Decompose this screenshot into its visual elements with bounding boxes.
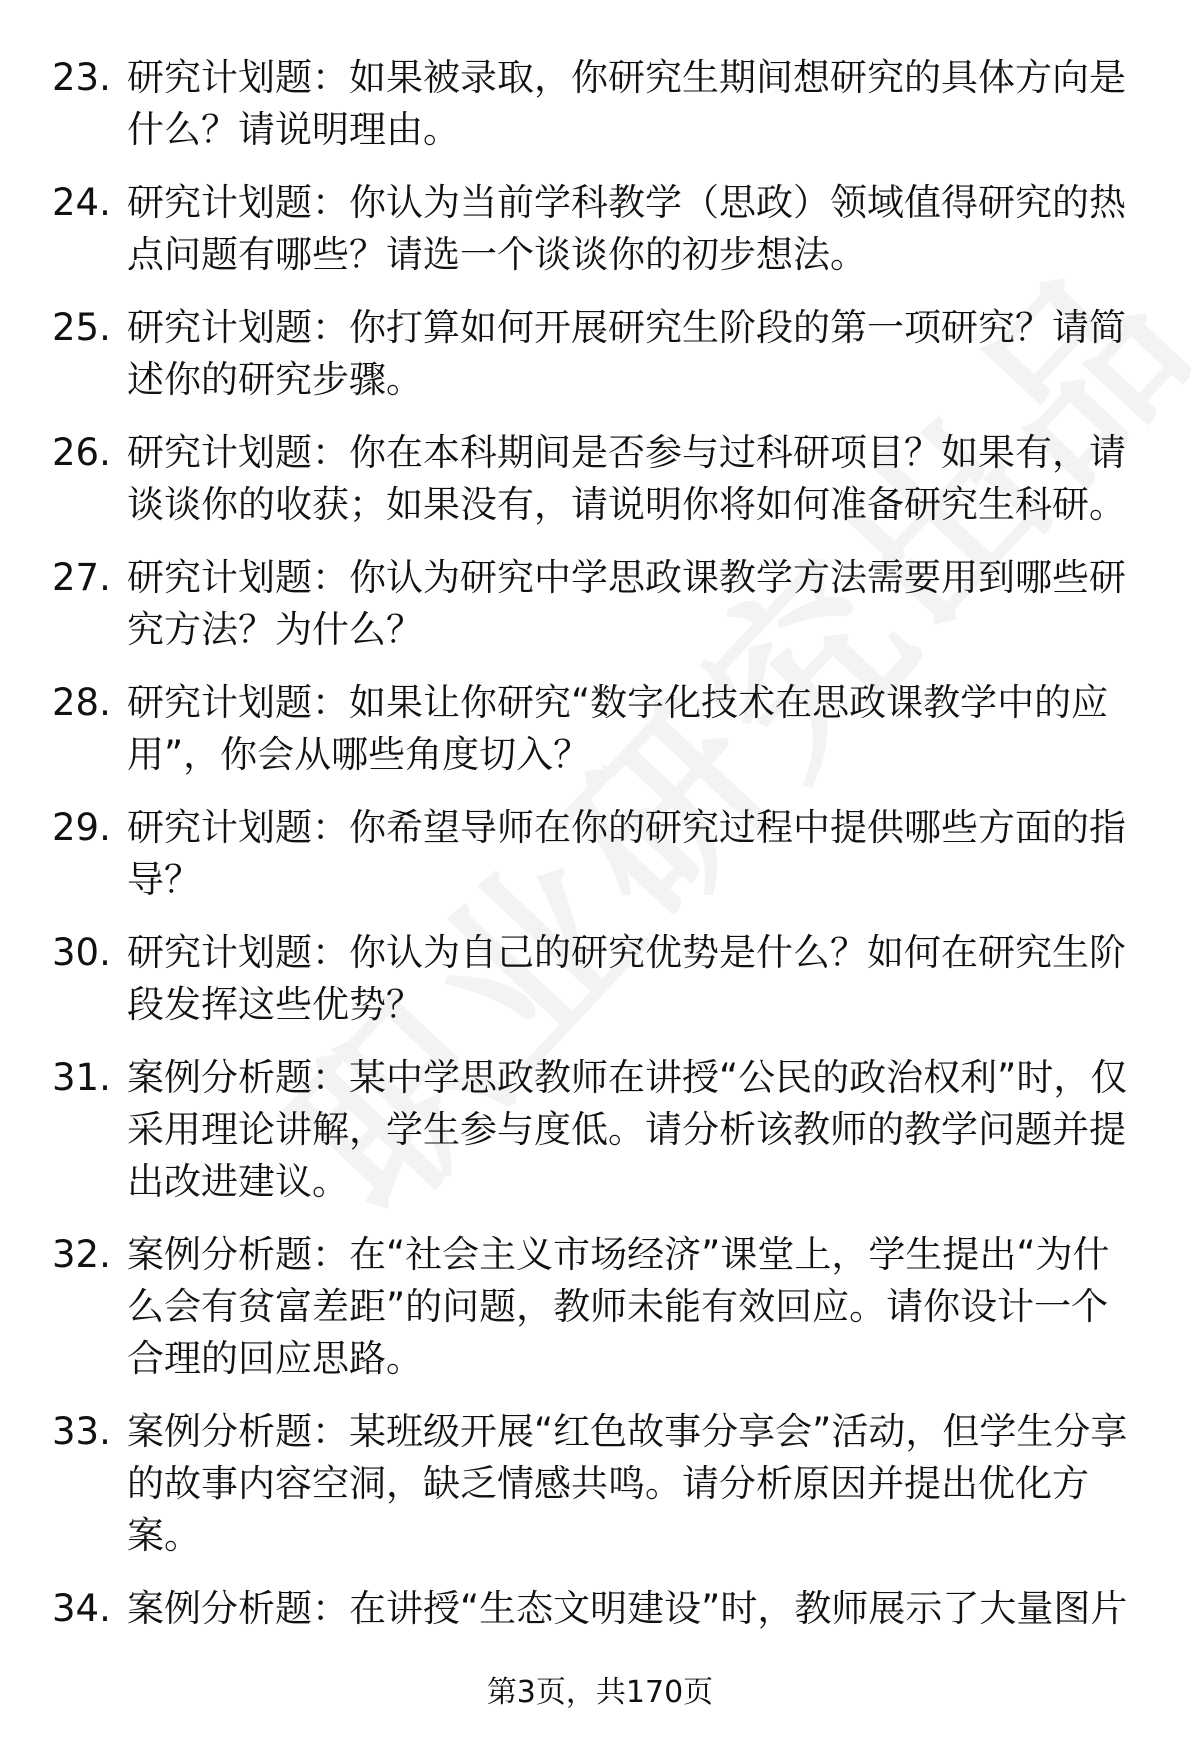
question-item bbox=[0, 427, 1200, 531]
question-text: 研究计划题：如果被录取，你研究生期间想研究的具体方向是什么？请说明理由。 bbox=[127, 56, 1126, 151]
question-text: 案例分析题：某中学思政教师在讲授“公民的政治权利”时，仅采用理论讲解，学生参与度低。请分析该教师的教学问题并提出改进建议。 bbox=[127, 1056, 1128, 1203]
question-number: 27. bbox=[52, 556, 111, 599]
question-text: 案例分析题：某班级开展“红色故事分享会”活动，但学生分享的故事内容空洞，缺乏情感共鸣。请分析原因并提出优化方案。 bbox=[127, 1410, 1128, 1557]
question-item bbox=[0, 802, 1200, 906]
question-text: 案例分析题：在“社会主义市场经济”课堂上，学生提出“为什么会有贫富差距”的问题，教师未能有效回应。请你设计一个合理的回应思路。 bbox=[127, 1233, 1110, 1380]
question-text: 案例分析题：在讲授“生态文明建设”时，教师展示了大量图片 bbox=[127, 1587, 1128, 1630]
question-number: 29. bbox=[52, 806, 111, 849]
question-item bbox=[0, 302, 1200, 406]
question-text: 研究计划题：你认为当前学科教学（思政）领域值得研究的热点问题有哪些？请选一个谈谈你的初步想法。 bbox=[127, 181, 1126, 276]
question-item bbox=[0, 1583, 1200, 1635]
question-text: 研究计划题：你打算如何开展研究生阶段的第一项研究？请简述你的研究步骤。 bbox=[127, 306, 1126, 401]
page-number-label: 第3页，共170页 bbox=[486, 1675, 714, 1710]
question-number: 24. bbox=[52, 181, 111, 224]
question-item bbox=[0, 52, 1200, 156]
question-text: 研究计划题：你认为研究中学思政课教学方法需要用到哪些研究方法？为什么？ bbox=[127, 556, 1126, 651]
question-number: 23. bbox=[52, 56, 111, 99]
question-text: 研究计划题：你在本科期间是否参与过科研项目？如果有，请谈谈你的收获；如果没有，请说明你将如何准备研究生科研。 bbox=[127, 431, 1126, 526]
question-list bbox=[0, 52, 1200, 1656]
page-footer bbox=[0, 1673, 1200, 1713]
question-item bbox=[0, 552, 1200, 656]
question-item bbox=[0, 1406, 1200, 1562]
question-number: 31. bbox=[52, 1056, 111, 1099]
question-item bbox=[0, 177, 1200, 281]
question-item bbox=[0, 1229, 1200, 1385]
question-number: 26. bbox=[52, 431, 111, 474]
question-number: 34. bbox=[52, 1587, 111, 1630]
question-item bbox=[0, 927, 1200, 1031]
question-text: 研究计划题：你希望导师在你的研究过程中提供哪些方面的指导？ bbox=[127, 806, 1126, 901]
question-text: 研究计划题：你认为自己的研究优势是什么？如何在研究生阶段发挥这些优势？ bbox=[127, 931, 1126, 1026]
question-item bbox=[0, 1052, 1200, 1208]
question-number: 33. bbox=[52, 1410, 111, 1453]
question-number: 30. bbox=[52, 931, 111, 974]
question-text: 研究计划题：如果让你研究“数字化技术在思政课教学中的应用”，你会从哪些角度切入？ bbox=[127, 681, 1109, 776]
question-number: 25. bbox=[52, 306, 111, 349]
question-number: 32. bbox=[52, 1233, 111, 1276]
question-item bbox=[0, 677, 1200, 781]
question-number: 28. bbox=[52, 681, 111, 724]
